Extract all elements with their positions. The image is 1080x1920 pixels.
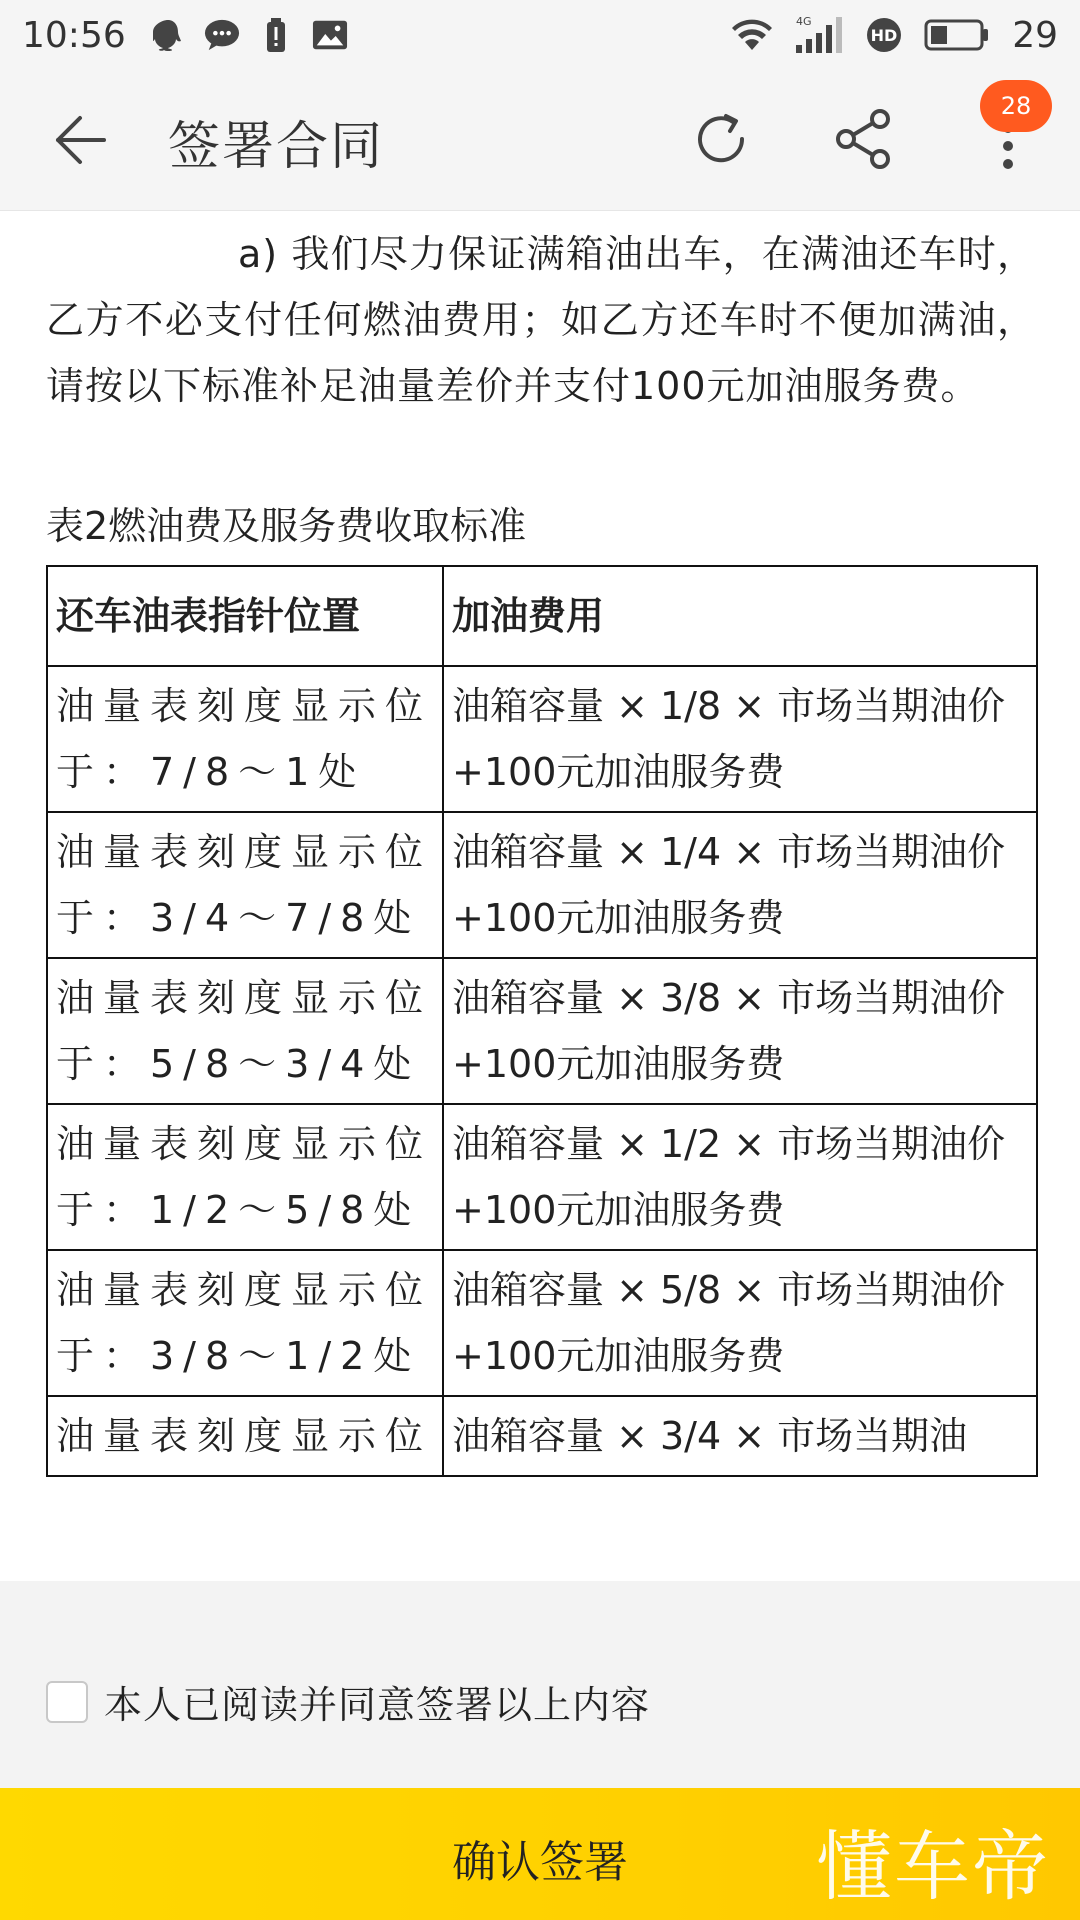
- refresh-button[interactable]: [688, 106, 754, 172]
- contract-content[interactable]: [0, 211, 1080, 1581]
- refuel-cost-cell: 油箱容量 × 1/4 × 市场当期油价 +100元加油服务费: [443, 812, 1037, 958]
- brand-watermark: 懂车帝: [816, 1822, 1050, 1911]
- share-button[interactable]: [832, 106, 898, 172]
- agreement-area: [0, 1581, 1080, 1788]
- battery-level: 29: [1012, 14, 1058, 56]
- gauge-position-cell: 油量表刻度显示位于：5/8～3/4处: [47, 958, 443, 1104]
- table-row: [47, 1396, 1037, 1476]
- alert-battery-icon: [258, 17, 294, 53]
- refuel-cost-cell: 油箱容量 × 3/8 × 市场当期油价 +100元加油服务费: [443, 958, 1037, 1104]
- fuel-fee-table: [46, 565, 1038, 1477]
- wifi-icon: [730, 17, 774, 53]
- header-refuel-cost: 加油费用: [443, 566, 1037, 666]
- page-title: 签署合同: [168, 117, 385, 177]
- table-row: [47, 958, 1037, 1104]
- agree-checkbox[interactable]: [46, 1681, 88, 1723]
- refresh-icon: [688, 106, 754, 172]
- table-row: [47, 1250, 1037, 1396]
- qq-icon: [150, 17, 186, 53]
- back-arrow-icon: [50, 110, 110, 170]
- gauge-position-cell: 油量表刻度显示位: [47, 1396, 443, 1476]
- confirm-sign-button[interactable]: [0, 1788, 1080, 1920]
- status-bar: [0, 0, 1080, 70]
- refuel-cost-cell: 油箱容量 × 5/8 × 市场当期油价 +100元加油服务费: [443, 1250, 1037, 1396]
- system-status: [730, 0, 1058, 70]
- image-icon: [312, 17, 348, 53]
- back-button[interactable]: [50, 110, 110, 170]
- refuel-cost-cell: 油箱容量 × 1/8 × 市场当期油价 +100元加油服务费: [443, 666, 1037, 812]
- notification-badge: 28: [980, 80, 1052, 132]
- table-row: [47, 1104, 1037, 1250]
- header-gauge-position: 还车油表指针位置: [47, 566, 443, 666]
- share-icon: [832, 106, 898, 172]
- gauge-position-cell: 油量表刻度显示位于：3/8～1/2处: [47, 1250, 443, 1396]
- status-time: 10:56: [22, 14, 126, 56]
- battery-icon: [922, 17, 992, 53]
- table-caption: 表2燃油费及服务费收取标准: [46, 504, 527, 548]
- agree-label[interactable]: 本人已阅读并同意签署以上内容: [104, 1683, 651, 1727]
- fuel-paragraph: [46, 221, 1036, 419]
- table-header-row: [47, 566, 1037, 666]
- hd-icon: [866, 17, 902, 53]
- gauge-position-cell: 油量表刻度显示位于：1/2～5/8处: [47, 1104, 443, 1250]
- refuel-cost-cell: 油箱容量 × 1/2 × 市场当期油价 +100元加油服务费: [443, 1104, 1037, 1250]
- gauge-position-cell: 油量表刻度显示位于：3/4～7/8处: [47, 812, 443, 958]
- paragraph-prefix: a): [238, 232, 279, 276]
- refuel-cost-cell: 油箱容量 × 3/4 × 市场当期油: [443, 1396, 1037, 1476]
- gauge-position-cell: 油量表刻度显示位于：7/8～1处: [47, 666, 443, 812]
- svg-text:HD: HD: [870, 26, 898, 45]
- paragraph-text: 我们尽力保证满箱油出车，在满油还车时，乙方不必支付任何燃油费用；如乙方还车时不便加满油，请按以下标准补足油量差价并支付100元加油服务费。: [46, 232, 1036, 408]
- network-type: 4G: [796, 15, 812, 28]
- notification-icons: [150, 17, 348, 53]
- chat-icon: [204, 17, 240, 53]
- app-bar: [0, 70, 1080, 211]
- table-row: [47, 812, 1037, 958]
- table-row: [47, 666, 1037, 812]
- confirm-sign-label: 确认签署: [452, 1837, 628, 1888]
- signal-icon: [794, 17, 846, 53]
